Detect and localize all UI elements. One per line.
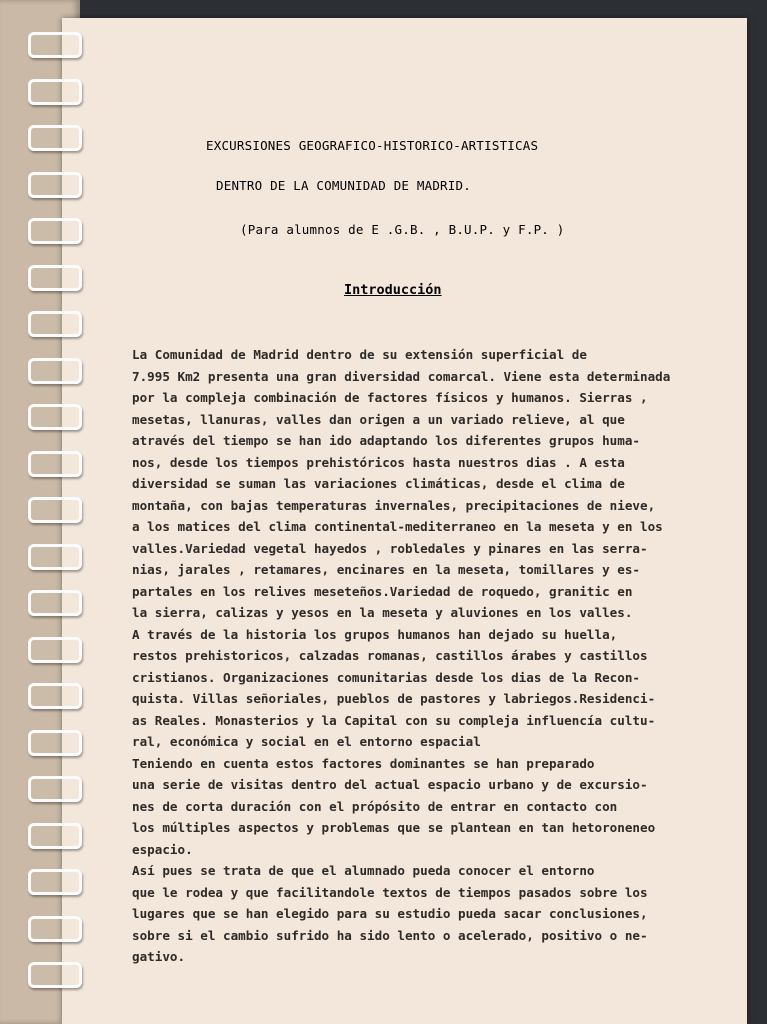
binding-ring (28, 544, 82, 570)
body-line: a los matices del clima continental-mediterraneo en la meseta y en los (132, 519, 663, 534)
body-line: espacio. (132, 841, 193, 857)
body-line: Así pues se trata de que el alumnado pueda conocer el entorno (132, 863, 595, 878)
body-line: quista. Villas señoriales, pueblos de pastores y labriegos.Residenci- (132, 691, 656, 706)
binding-ring (28, 358, 82, 384)
body-line: através del tiempo se han ido adaptando los diferentes grupos huma- (132, 433, 640, 448)
body-line: que le rodea y que facilitandole textos de tiempos pasados sobre los (132, 884, 648, 900)
binding-ring (28, 590, 82, 616)
body-line: diversidad se suman las variaciones climáticas, desde el clima de (132, 476, 625, 491)
binding-ring (28, 32, 82, 58)
section-heading: Introducción (344, 282, 442, 298)
binding-ring (28, 730, 82, 756)
spiral-binding (28, 30, 88, 1010)
body-line: la sierra, calizas y yesos en la meseta y aluviones en los valles. (132, 605, 633, 620)
binding-ring (28, 265, 82, 291)
body-line: los múltiples aspectos y problemas que se plantean en tan hetoroneneo (132, 820, 656, 835)
document-title-line-1: EXCURSIONES GEOGRAFICO-HISTORICO-ARTISTICAS (206, 138, 539, 153)
binding-ring (28, 916, 82, 942)
binding-ring (28, 637, 82, 663)
binding-ring (28, 823, 82, 849)
body-line: partales en los relives meseteños.Variedad de roquedo, granitic en (132, 583, 633, 599)
binding-ring (28, 404, 82, 430)
body-line: una serie de visitas dentro del actual espacio urbano y de excursio- (132, 777, 648, 792)
binding-ring (28, 451, 82, 477)
binding-ring (28, 869, 82, 895)
body-line: La Comunidad de Madrid dentro de su extensión superficial de (132, 347, 587, 362)
document-title-line-2: DENTRO DE LA COMUNIDAD DE MADRID. (216, 178, 471, 193)
body-line: gativo. (132, 949, 186, 964)
binding-ring (28, 311, 82, 337)
body-line: nias, jarales , retamares, encinares en la meseta, tomillares y es- (132, 562, 640, 577)
binding-ring (28, 218, 82, 244)
body-line: lugares que se han elegido para su estudio pueda sacar conclusiones, (132, 906, 648, 921)
body-line: cristianos. Organizaciones comunitarias desde los dias de la Recon- (132, 669, 640, 685)
body-line: 7.995 Km2 presenta una gran diversidad comarcal. Viene esta determinada (132, 368, 671, 384)
body-line: Teniendo en cuenta estos factores dominantes se han preparado (132, 755, 595, 771)
body-line: nos, desde los tiempos prehistóricos hasta nuestros dias . A esta (132, 454, 625, 470)
binding-ring (28, 125, 82, 151)
binding-ring (28, 172, 82, 198)
binding-ring (28, 683, 82, 709)
body-line: ral, económica y social en el entorno espacial (132, 734, 481, 749)
body-line: sobre si el cambio sufrido ha sido lento o acelerado, positivo o ne- (132, 927, 648, 943)
body-line: as Reales. Monasterios y la Capital con su compleja influencía cultu- (132, 712, 656, 728)
binding-ring (28, 962, 82, 988)
body-text (132, 344, 742, 968)
body-line: valles.Variedad vegetal hayedos , robledales y pinares en las serra- (132, 540, 648, 556)
body-line: por la compleja combinación de factores físicos y humanos. Sierras , (132, 390, 648, 405)
body-line: montaña, con bajas temperaturas invernales, precipitaciones de nieve, (132, 497, 656, 513)
binding-ring (28, 79, 82, 105)
binding-ring (28, 776, 82, 802)
body-line: mesetas, llanuras, valles dan origen a un variado relieve, al que (132, 411, 625, 427)
body-line: A través de la historia los grupos humanos han dejado su huella, (132, 626, 618, 642)
binding-ring (28, 497, 82, 523)
document-title-line-3: (Para alumnos de E .G.B. , B.U.P. y F.P. ) (240, 222, 565, 237)
body-line: restos prehistoricos, calzadas romanas, castillos árabes y castillos (132, 648, 648, 663)
body-line: nes de corta duración con el própósito de entrar en contacto con (132, 798, 618, 814)
